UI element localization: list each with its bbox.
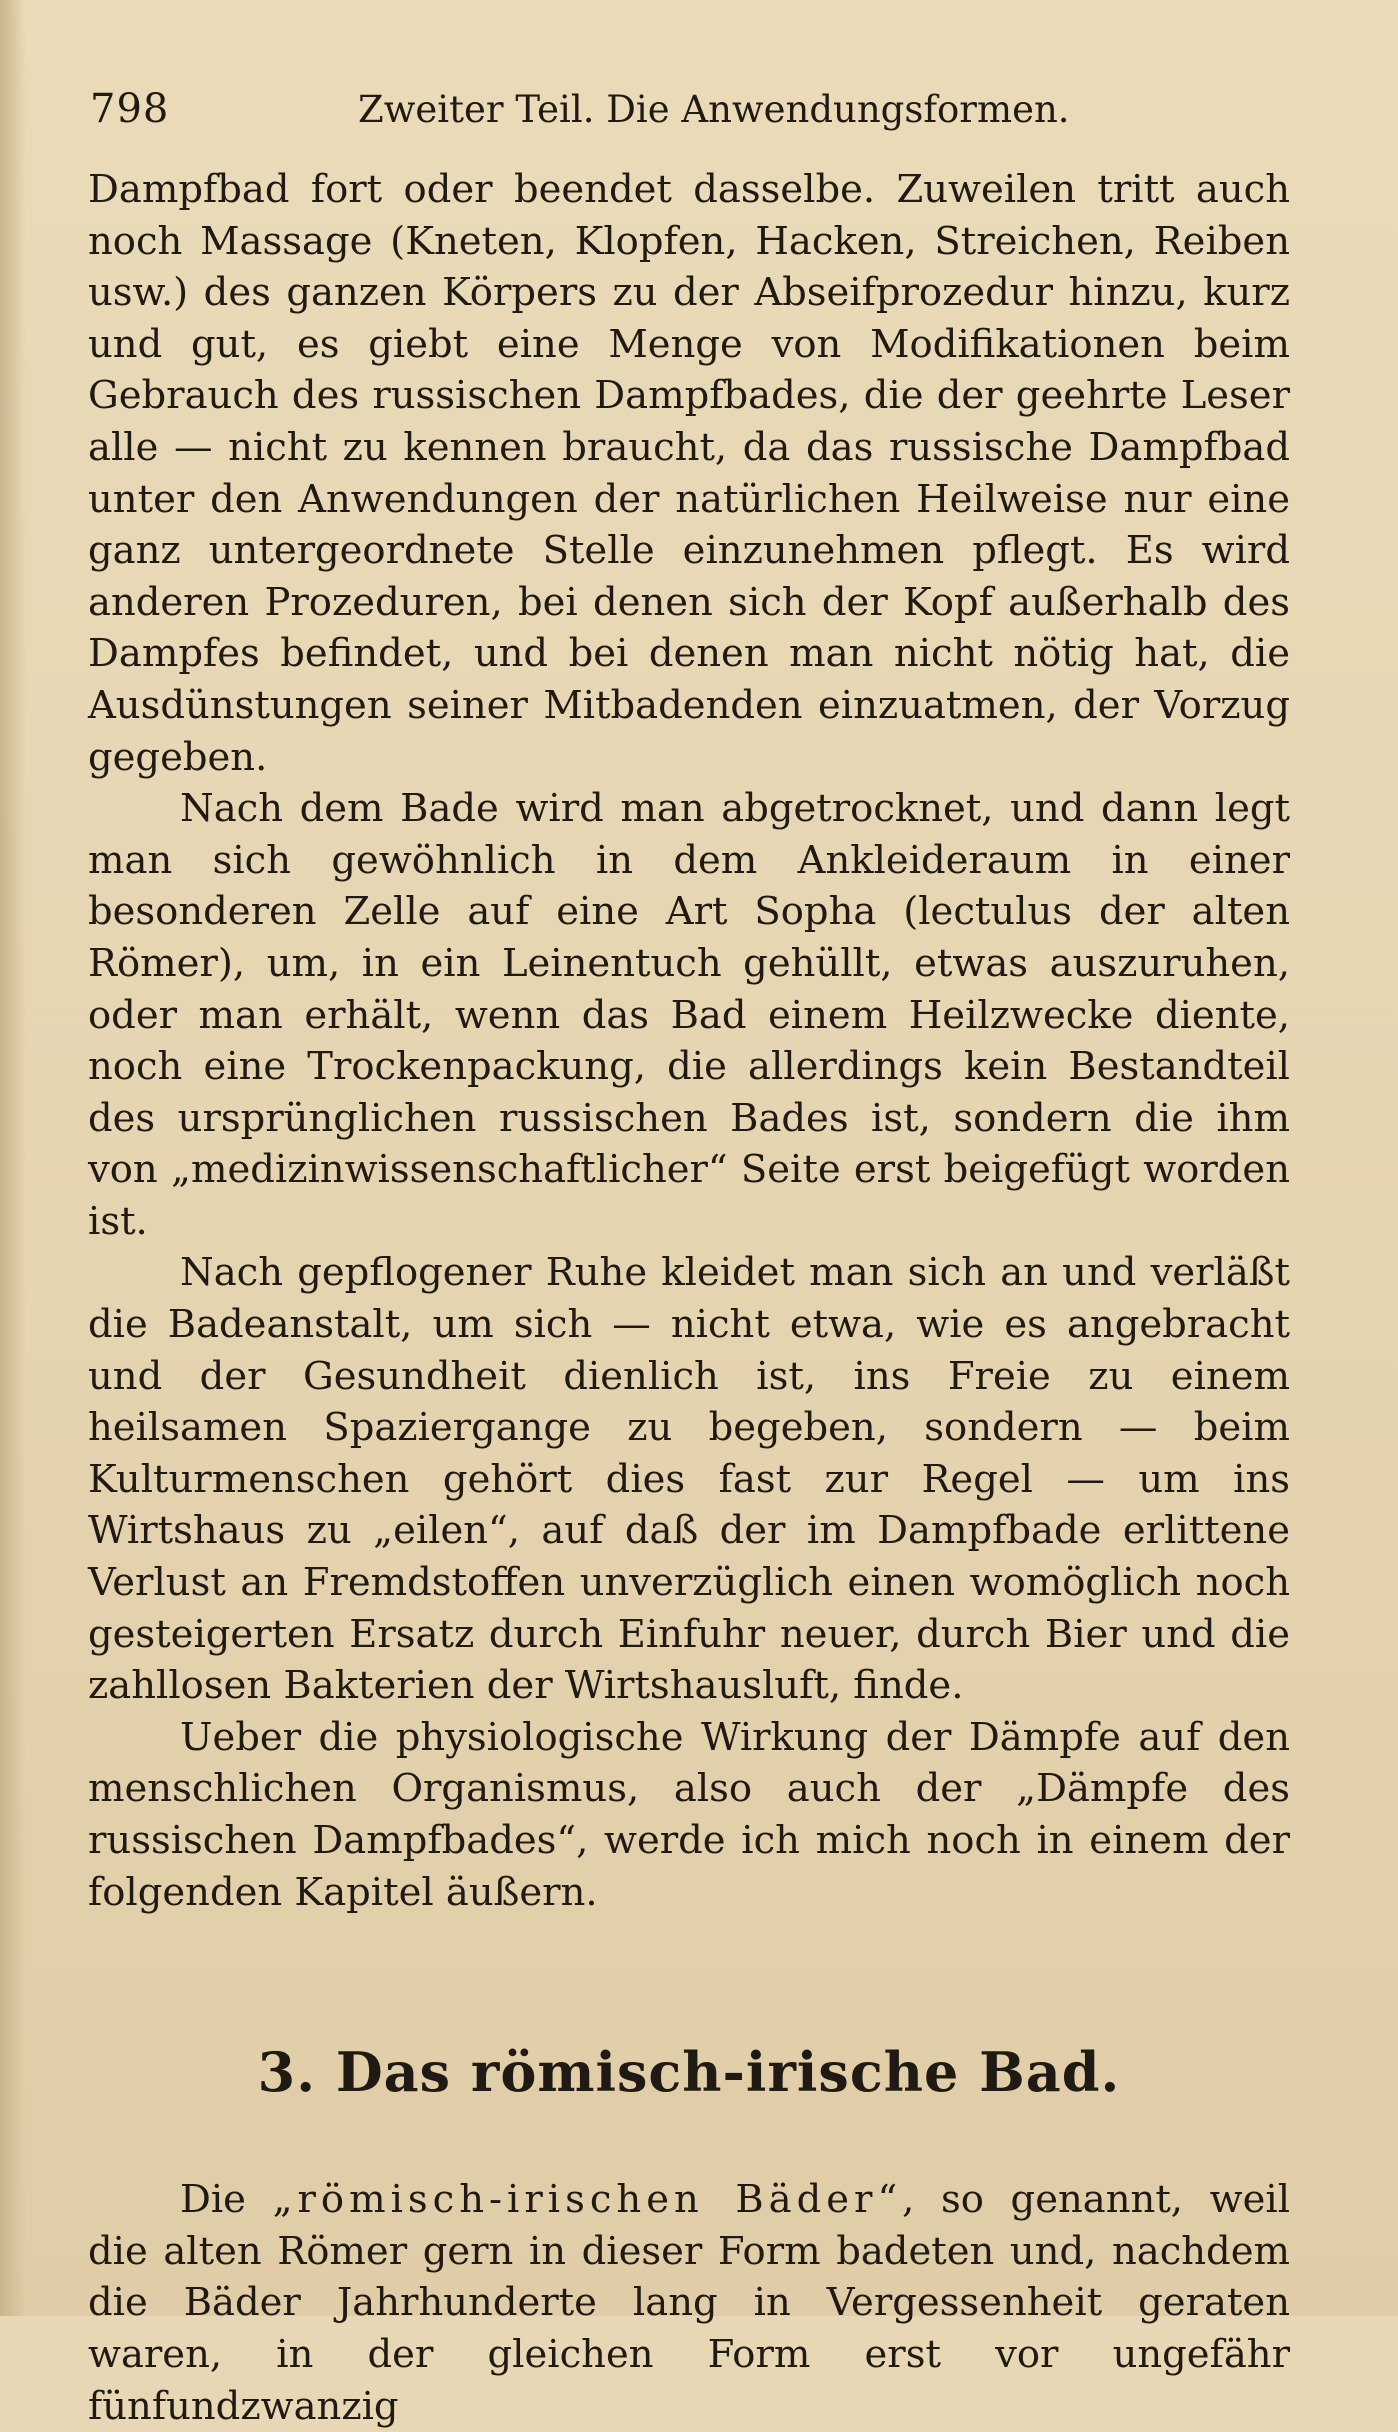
intro-spaced-term: „römisch-irischen Bäder“ — [272, 2177, 903, 2223]
paragraph-3: Nach gepflogener Ruhe kleidet man sich an und verläßt die Badeanstalt, um sich — nicht etwa, wie es angebracht und der Gesundheit dienlich ist, ins Freie zu einem heilsamen Spaziergange zu begeben, sondern — beim Kulturmenschen gehört dies fast zur Regel — um ins Wirtshaus zu „eilen“, auf daß der im Dampfbade erlittene Verlust an Fremdstoffen unverzüglich einen womöglich noch gesteigerten Ersatz durch Einfuhr neuer, durch Bier und die zahllosen Bakterien der Wirtshausluft, finde. — [88, 1250, 1290, 1709]
running-head: Zweiter Teil. Die Anwendungsformen. — [358, 88, 1070, 131]
paragraph-2: Nach dem Bade wird man abgetrocknet, und dann legt man sich gewöhnlich in dem Ankleideraum in einer besonderen Zelle auf eine Art Sopha (lectulus der alten Römer), um, in ein Leinentuch gehüllt, etwas auszuruhen, oder man erhält, wenn das Bad einem Heilzwecke diente, noch eine Trockenpackung, die allerdings kein Bestandteil des ursprünglichen russischen Bades ist, sondern die ihm von „medizinwissenschaftlicher“ Seite erst beigefügt worden ist. — [88, 786, 1290, 1244]
page-header — [88, 82, 1290, 142]
page-number: 798 — [90, 86, 170, 132]
paragraph-1: Dampfbad fort oder beendet dasselbe. Zuweilen tritt auch noch Massage (Kneten, Klopfen, Hacken, Streichen, Reiben usw.) des ganzen Körpers zu der Abseifprozedur hinzu, kurz und gut, es giebt eine Menge von Modifikationen beim Gebrauch des russischen Dampfbades, die der geehrte Leser alle — nicht zu kennen braucht, da das russische Dampfbad unter den Anwendungen der natürlichen Heilweise nur eine ganz untergeordnete Stelle einzunehmen pflegt. Es wird anderen Prozeduren, bei denen sich der Kopf außerhalb des Dampfes befindet, und bei denen man nicht nötig hat, die Ausdünstungen seiner Mitbadenden einzuatmen, der Vorzug gegeben. — [88, 167, 1290, 780]
section-heading: 3. Das römisch-irische Bad. — [257, 2040, 1121, 2105]
paragraph-4: Ueber die physiologische Wirkung der Dämpfe auf den menschlichen Organismus, also auch der „Dämpfe des russischen Dampfbades“, werde ich mich noch in einem der folgenden Kapitel äußern. — [88, 1714, 1290, 1915]
section-intro-paragraph — [88, 2174, 1290, 2432]
intro-start: Die — [180, 2177, 273, 2223]
intro-rest: , so genannt, weil die alten Römer gern in dieser Form badeten und, nachdem die Bäder Jahrhunderte lang in Vergessenheit geraten waren, in der gleichen Form erst vor ungefähr fünfundzwanzig — [88, 2177, 1291, 2429]
